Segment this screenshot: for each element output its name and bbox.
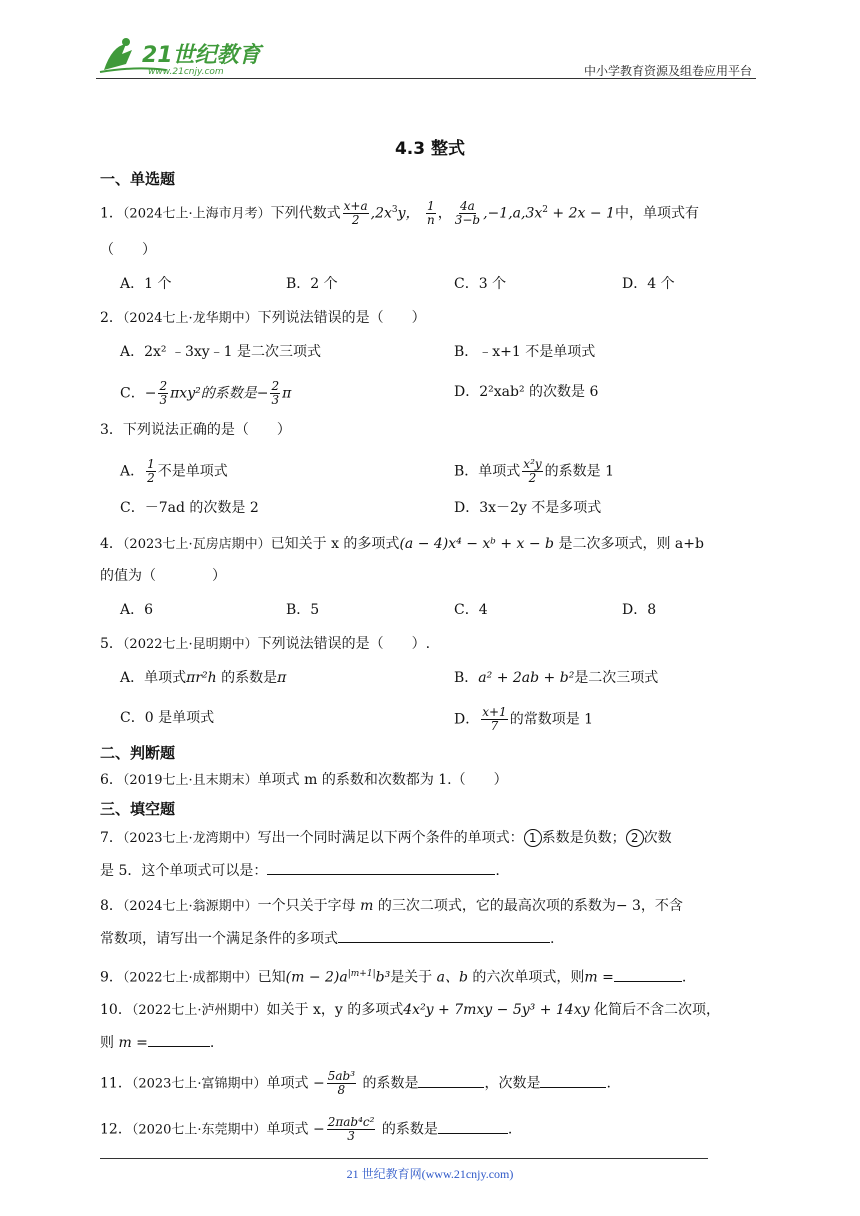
question-number: 6． <box>100 772 123 788</box>
question-source: （2020七上·东莞期中） <box>131 1122 267 1138</box>
option-b[interactable]: B．﹣x+1 不是单项式 <box>454 344 596 360</box>
answer-blank[interactable] <box>438 1119 508 1134</box>
option-c[interactable]: C．－7ad 的次数是 2 <box>120 500 259 516</box>
question-8-line2: 常数项，请写出一个满足条件的多项式 . <box>100 928 554 949</box>
question-9: 9．（2022七上·成都期中）已知$(m - 2)a^{|m+1|}b^3$是关于 a、b 的六次单项式，则m = . <box>100 964 686 989</box>
section-heading-fill-blank: 三、填空题 <box>100 800 176 818</box>
question-2 <box>100 308 426 329</box>
question-4 <box>100 534 704 555</box>
question-number: 8． <box>100 898 123 914</box>
question-text: 下列代数式 <box>270 205 341 222</box>
question-source: （2019七上·且末期末） <box>122 773 258 788</box>
option-a[interactable]: A．2x² ﹣3xy﹣1 是二次三项式 <box>120 344 322 360</box>
question-text: 单项式 m 的系数和次数都为 1.（ ） <box>257 772 508 788</box>
question-number: 3． <box>100 422 123 438</box>
question-text: 写出一个同时满足以下两个条件的单项式： <box>257 830 524 846</box>
circled-number-1: 1 <box>524 829 542 847</box>
question-source: （2024七上·翁源期中） <box>122 899 258 914</box>
svg-text:21世纪教育: 21世纪教育 <box>142 43 261 68</box>
question-source: （2022七上·泸州期中） <box>131 1003 267 1018</box>
question-number: 4． <box>100 536 123 552</box>
question-10: 10．（2022七上·泸州期中）如关于 x，y 的多项式4x²y + 7mxy − 5y³ + 14xy 化简后不含二次项， <box>100 1002 720 1018</box>
question-11: 11．（2023七上·富锦期中）单项式 − $\frac{\text{5ab³}}{8}$ 的系数是 ，次数是 . <box>100 1069 611 1097</box>
answer-blank[interactable] <box>614 967 682 982</box>
question-1: 1．（2024七上·上海市月考）下列代数式 $\frac{x+a}{2}$ $,2x^3y$， $\frac{1}{n}$ ， $\frac{4a}{3-b}$ $,-1,a,3x^2 + 2x - 1$中，单项式有 <box>100 199 699 228</box>
question-text: 下列说法错误的是（ ） <box>257 310 426 326</box>
question-4-line2: 的值为（ ） <box>100 568 226 584</box>
question-7-line2: 是 5．这个单项式可以是： . <box>100 860 500 881</box>
option-a[interactable]: A． $\frac{1}{2}$ 不是单项式 <box>120 457 228 485</box>
section-heading-single-choice: 一、单选题 <box>100 170 176 188</box>
question-6 <box>100 770 508 791</box>
math-expr: ,−1,a,3x <box>483 205 543 222</box>
page-title: 4.3 整式 <box>394 139 466 159</box>
question-7: 7．（2023七上·龙湾期中）写出一个同时满足以下两个条件的单项式： 1 系数是负数； 2 次数 <box>100 830 672 846</box>
question-source: （2022七上·昆明期中） <box>122 637 258 652</box>
platform-name: 中小学教育资源及组卷应用平台 <box>583 64 752 78</box>
section-heading-true-false: 二、判断题 <box>100 744 176 762</box>
question-number: 9． <box>100 969 123 986</box>
math-expr: y， <box>397 205 420 222</box>
question-number: 7． <box>100 830 123 846</box>
fraction: $\frac{4a}{3-b}$ <box>454 199 481 228</box>
question-3 <box>100 420 291 440</box>
question-10-line2: 则 m = . <box>100 1032 214 1053</box>
question-text: 已知关于 x 的多项式 <box>270 536 400 552</box>
answer-blank[interactable] <box>540 1073 606 1088</box>
option-b[interactable]: B．a² + 2ab + b²是二次三项式 <box>454 670 659 686</box>
math-expr: (a − 4)x⁴ − xᵇ + x − b <box>399 536 554 552</box>
answer-blank[interactable] <box>148 1032 210 1047</box>
answer-blank[interactable] <box>267 860 495 875</box>
question-8: 8．（2024七上·翁源期中）一个只关于字母 m 的三次二项式，它的最高次项的系数为− 3，不含 <box>100 898 683 914</box>
question-number: 5． <box>100 636 123 652</box>
option-b[interactable]: B．2 个 <box>286 276 338 292</box>
option-c[interactable]: C．− $\frac{2}{3}$ πxy²的系数是− $\frac{2}{3}$ π <box>120 379 292 407</box>
question-12: 12．（2020七上·东莞期中）单项式 − $\frac{\text{2πab⁴c²}}{3}$ 的系数是 . <box>100 1115 513 1143</box>
question-5 <box>100 634 430 655</box>
option-d[interactable]: D． $\frac{x+1}{7}$ 的常数项是 1 <box>454 705 594 733</box>
question-source: （2023七上·龙湾期中） <box>122 831 258 846</box>
question-number: 2． <box>100 310 123 326</box>
footer-link[interactable]: 21 世纪教育网(www.21cnjy.com) <box>346 1167 514 1181</box>
option-a[interactable]: A．6 <box>120 602 154 618</box>
option-d[interactable]: D．4 个 <box>622 276 675 292</box>
option-c[interactable]: C．0 是单项式 <box>120 710 215 726</box>
option-a[interactable]: A．单项式πr²h 的系数是π <box>120 670 287 686</box>
question-text: 是二次多项式，则 a+b <box>558 536 704 552</box>
question-number: 12． <box>100 1121 132 1138</box>
question-text: 中，单项式有 <box>614 205 699 222</box>
site-logo <box>96 36 296 78</box>
question-text: 下列说法错误的是（ ）. <box>257 636 431 652</box>
question-number: 1． <box>100 205 123 222</box>
option-a[interactable]: A．1 个 <box>120 276 172 292</box>
question-number: 10． <box>100 1002 132 1018</box>
option-c[interactable]: C．3 个 <box>454 276 507 292</box>
answer-paren: （ ） <box>100 242 156 258</box>
page-header <box>96 36 756 80</box>
header-rule <box>96 78 756 79</box>
question-source: （2022七上·成都期中） <box>122 970 258 986</box>
math-expr: + 2x − 1 <box>547 205 615 222</box>
footer-rule <box>100 1158 708 1159</box>
fraction: $\frac{1}{n}$ <box>427 199 435 228</box>
option-d[interactable]: D．8 <box>622 602 657 618</box>
option-b[interactable]: B．单项式 $\frac{\text{x²y}}{2}$ 的系数是 1 <box>454 457 615 485</box>
option-d[interactable]: D．3x－2y 不是多项式 <box>454 500 602 516</box>
question-text: 下列说法正确的是（ ） <box>122 422 291 438</box>
question-text: 一个只关于字母 <box>257 898 356 914</box>
fraction: $\frac{x+a}{2}$ <box>343 199 368 228</box>
option-d[interactable]: D．2²xab² 的次数是 6 <box>454 384 599 400</box>
circled-number-2: 2 <box>626 829 644 847</box>
question-number: 11． <box>100 1075 132 1092</box>
answer-blank[interactable] <box>338 928 550 943</box>
option-b[interactable]: B．5 <box>286 602 320 618</box>
answer-blank[interactable] <box>418 1073 484 1088</box>
math-expr: ,2x <box>370 205 392 222</box>
option-c[interactable]: C．4 <box>454 602 488 618</box>
question-source: （2023七上·富锦期中） <box>131 1076 267 1092</box>
svg-text:www.21cnjy.com: www.21cnjy.com <box>148 67 224 77</box>
question-source: （2023七上·瓦房店期中） <box>122 537 271 552</box>
question-source: （2024七上·上海市月考） <box>122 206 271 222</box>
question-source: （2024七上·龙华期中） <box>122 311 258 326</box>
